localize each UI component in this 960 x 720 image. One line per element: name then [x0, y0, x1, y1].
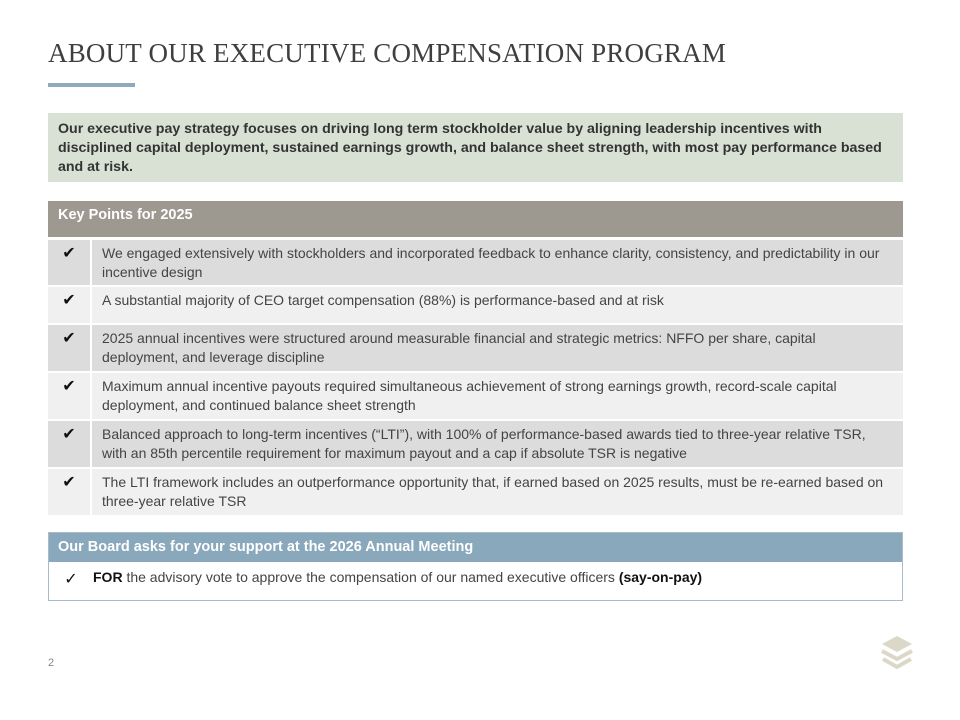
page-title: ABOUT OUR EXECUTIVE COMPENSATION PROGRAM [48, 38, 727, 68]
table-row [48, 285, 903, 323]
checkmark-icon: ✔ [48, 287, 92, 323]
key-points-table [48, 201, 903, 515]
table-row [48, 237, 903, 285]
row-text: Balanced approach to long-term incentives (“LTI”), with 100% of performance-based awards tied to three-year relative TSR, with an 85th percentile requirement for maximum payout and a cap if absolute TSR is negative [102, 426, 866, 461]
table-row [48, 371, 903, 419]
vote-text: the advisory vote to approve the compensation of our named executive officers [122, 569, 619, 585]
say-on-pay-label: (say-on-pay) [618, 569, 703, 585]
checkmark-icon: ✓ [64, 571, 78, 588]
row-text: The LTI framework includes an outperformance opportunity that, if earned based on 2025 results, must be re-earned based on three-year relative TSR [102, 474, 884, 509]
table-row [48, 467, 903, 515]
board-request-box [48, 532, 903, 601]
table-row [48, 419, 903, 467]
checkmark-icon: ✔ [48, 325, 92, 371]
key-points-header: Key Points for 2025 [48, 201, 903, 237]
checkmark-icon: ✔ [48, 240, 92, 285]
title-underline [48, 83, 135, 87]
checkmark-icon: ✔ [48, 469, 92, 515]
board-request-header: Our Board asks for your support at the 2026 Annual Meeting [49, 533, 902, 562]
row-text: Maximum annual incentive payouts required simultaneous achievement of strong earnings growth, record-scale capital deployment, and continued balance sheet strength [102, 378, 837, 413]
row-text: A substantial majority of CEO target compensation (88%) is performance-based and at risk [102, 292, 664, 308]
company-logo-icon [880, 634, 914, 672]
board-request-text [93, 569, 702, 600]
row-text: 2025 annual incentives were structured around measurable financial and strategic metrics: NFFO per share, capital deployment, and leverage discipline [102, 330, 816, 365]
table-row [48, 323, 903, 371]
page-number: 2 [48, 657, 55, 669]
board-request-row [49, 562, 902, 600]
intro-callout: Our executive pay strategy focuses on driving long term stockholder value by aligning leadership incentives with disciplined capital deployment, sustained earnings growth, and balance sheet strength, with most pay performance based and at risk. [48, 113, 903, 182]
checkmark-icon: ✔ [48, 421, 92, 467]
row-text: We engaged extensively with stockholders and incorporated feedback to enhance clarity, consistency, and predictability in our incentive design [102, 245, 880, 280]
for-label: FOR [93, 569, 123, 585]
checkmark-icon: ✔ [48, 373, 92, 419]
